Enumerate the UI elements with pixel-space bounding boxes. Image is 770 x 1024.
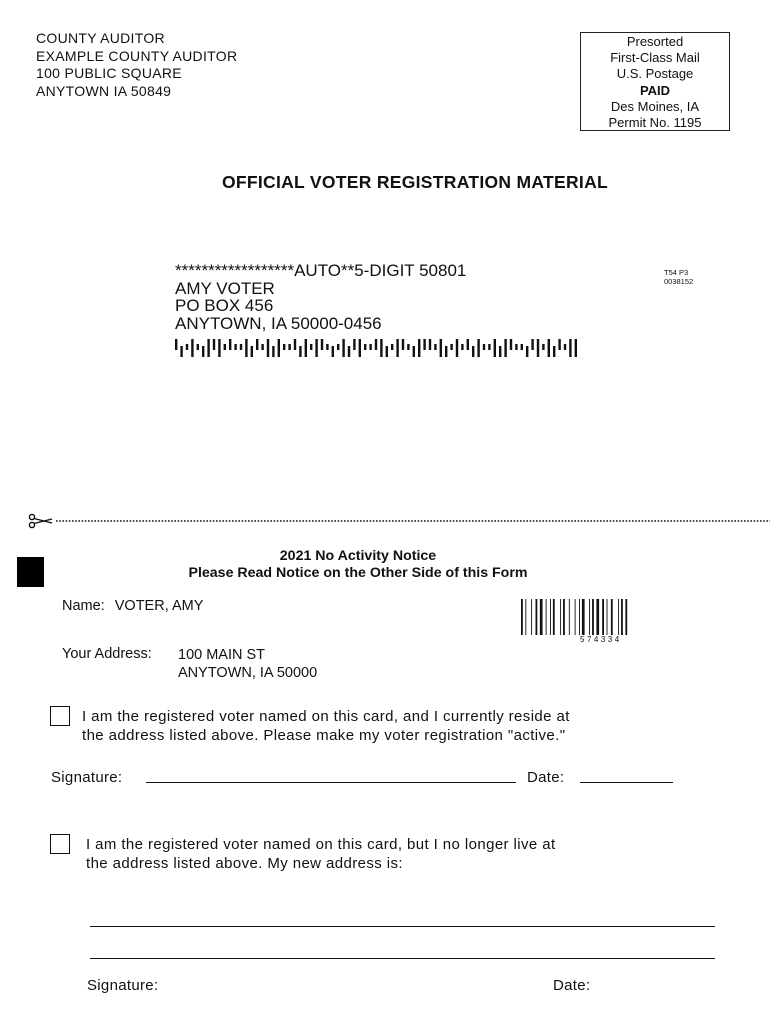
presort-tag-line: T54 P3 [664,268,689,277]
recipient-name: AMY VOTER [175,278,275,298]
barcode-number: 574334 [580,635,622,644]
name-value: VOTER, AMY [114,598,204,614]
name-label: Name: [62,598,105,614]
return-address-line: COUNTY AUDITOR [36,30,165,46]
return-address-line: ANYTOWN IA 50849 [36,82,172,99]
return-address-line: EXAMPLE COUNTY AUDITOR [36,47,238,64]
voter-id-barcode [521,599,691,635]
active-signature-label: Signature: [51,769,123,786]
moved-statement-line: the address listed above. My new address is: [86,854,403,872]
return-address [36,30,237,100]
indicia-line: U.S. Postage [616,66,694,82]
address-line-1: 100 MAIN ST [178,647,266,663]
active-statement-line: I am the registered voter named on this card, and I currently reside at [82,708,570,725]
endorsement-line: ******************AUTO**5-DIGIT 50801 [175,261,467,280]
active-checkbox[interactable] [50,706,70,726]
postage-indicia [580,32,730,131]
moved-signature-label: Signature: [87,977,159,994]
active-statement [82,708,570,745]
new-address-line-2[interactable] [90,942,715,959]
notice-heading: 2021 No Activity Notice [279,548,437,564]
name-field [62,598,203,614]
cut-line [28,513,770,529]
moved-statement-line: I am the registered voter named on this card, but I no longer live at [86,836,556,853]
indicia-line: Permit No. 1195 [608,115,702,131]
indicia-paid: PAID [639,82,671,98]
new-address-line-1[interactable] [90,910,715,927]
presort-tag-line: 0038152 [664,277,694,286]
recipient-city: ANYTOWN, IA 50000-0456 [175,313,382,333]
address-line-2: ANYTOWN, IA 50000 [178,665,318,681]
active-date-line[interactable] [580,768,673,783]
indicia-line: First-Class Mail [610,50,700,66]
notice-subheading: Please Read Notice on the Other Side of this Form [188,565,528,581]
official-headline: OFFICIAL VOTER REGISTRATION MATERIAL [221,172,609,192]
notice-title [0,548,716,582]
moved-statement [86,836,556,873]
presort-tag [664,268,693,286]
intelligent-mail-barcode [175,339,595,357]
address-label: Your Address: [62,646,152,662]
active-signature-line[interactable] [146,768,516,783]
active-date-label: Date: [527,769,565,786]
active-statement-line: the address listed above. Please make my voter registration "active." [82,726,566,744]
moved-date-label: Date: [553,977,591,994]
return-address-line: 100 PUBLIC SQUARE [36,65,182,81]
moved-checkbox[interactable] [50,834,70,854]
indicia-line: Presorted [626,34,684,49]
scissors-icon [29,514,52,527]
recipient-street: PO BOX 456 [175,296,274,315]
indicia-line: Des Moines, IA [610,98,700,114]
mailing-address [175,262,466,332]
